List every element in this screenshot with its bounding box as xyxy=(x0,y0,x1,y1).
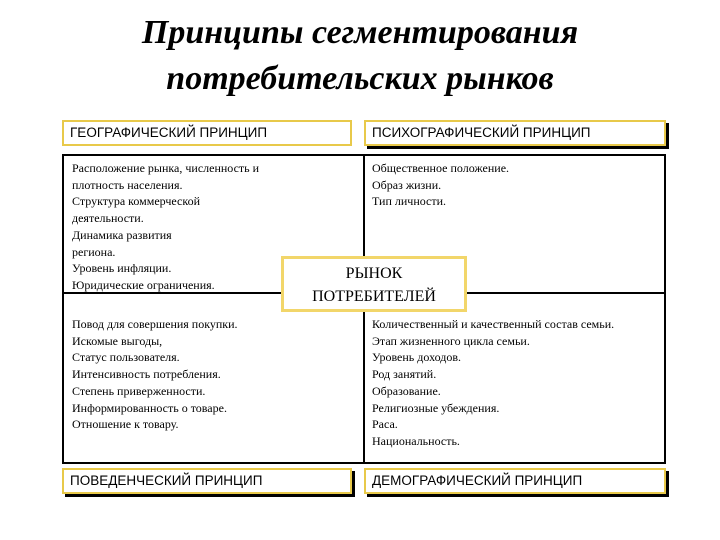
demographic-item: Род занятий. xyxy=(372,367,437,382)
consumer-market-box xyxy=(281,256,467,312)
behavioral-item: Интенсивность потребления. xyxy=(72,367,221,382)
psychographic-item: Общественное положение. xyxy=(372,161,510,175)
demographic-item: Количественный и качественный состав семьи. xyxy=(372,317,615,331)
behavioral-item: Искомые выгоды, xyxy=(72,333,163,348)
behavioral-item: Повод для совершения покупки. xyxy=(72,317,238,331)
header-demographic: ДЕМОГРАФИЧЕСКИЙ ПРИНЦИП xyxy=(364,468,666,494)
behavioral-item: Статус пользователя. xyxy=(72,350,180,365)
header-psychographic: ПСИХОГРАФИЧЕСКИЙ ПРИНЦИП xyxy=(364,120,666,146)
geographic-item: Расположение рынка, численность и xyxy=(72,161,260,175)
geographic-item: региона. xyxy=(72,244,116,259)
title-line-1: Принципы сегментирования xyxy=(141,14,579,51)
geographic-items xyxy=(72,160,259,294)
behavioral-item: Отношение к товару. xyxy=(72,417,179,432)
demographic-item: Этап жизненного цикла семьи. xyxy=(372,333,530,348)
header-behavioral: ПОВЕДЕНЧЕСКИЙ ПРИНЦИП xyxy=(62,468,352,494)
center-line-1: РЫНОК xyxy=(345,265,403,282)
center-line-2: ПОТРЕБИТЕЛЕЙ xyxy=(312,288,436,305)
behavioral-item: Информированность о товаре. xyxy=(72,400,227,415)
behavioral-items xyxy=(72,316,238,433)
psychographic-item: Образ жизни. xyxy=(372,177,442,192)
title-line-2: потребительских рынков xyxy=(166,60,554,97)
geographic-item: Юридические ограничения. xyxy=(72,277,215,292)
demographic-item: Религиозные убеждения. xyxy=(372,400,500,415)
demographic-items xyxy=(372,316,614,450)
psychographic-items xyxy=(372,160,509,210)
header-geographic: ГЕОГРАФИЧЕСКИЙ ПРИНЦИП xyxy=(62,120,352,146)
geographic-item: деятельности. xyxy=(72,211,144,226)
page-title xyxy=(0,10,720,102)
geographic-item: Уровень инфляции. xyxy=(72,261,172,276)
psychographic-item: Тип личности. xyxy=(372,194,447,209)
geographic-item: плотность населения. xyxy=(72,177,183,192)
behavioral-item: Степень приверженности. xyxy=(72,383,206,398)
demographic-item: Раса. xyxy=(372,417,398,432)
demographic-item: Уровень доходов. xyxy=(372,350,462,365)
geographic-item: Структура коммерческой xyxy=(72,194,200,209)
demographic-item: Национальность. xyxy=(372,433,460,448)
geographic-item: Динамика развития xyxy=(72,227,172,242)
demographic-item: Образование. xyxy=(372,383,441,398)
